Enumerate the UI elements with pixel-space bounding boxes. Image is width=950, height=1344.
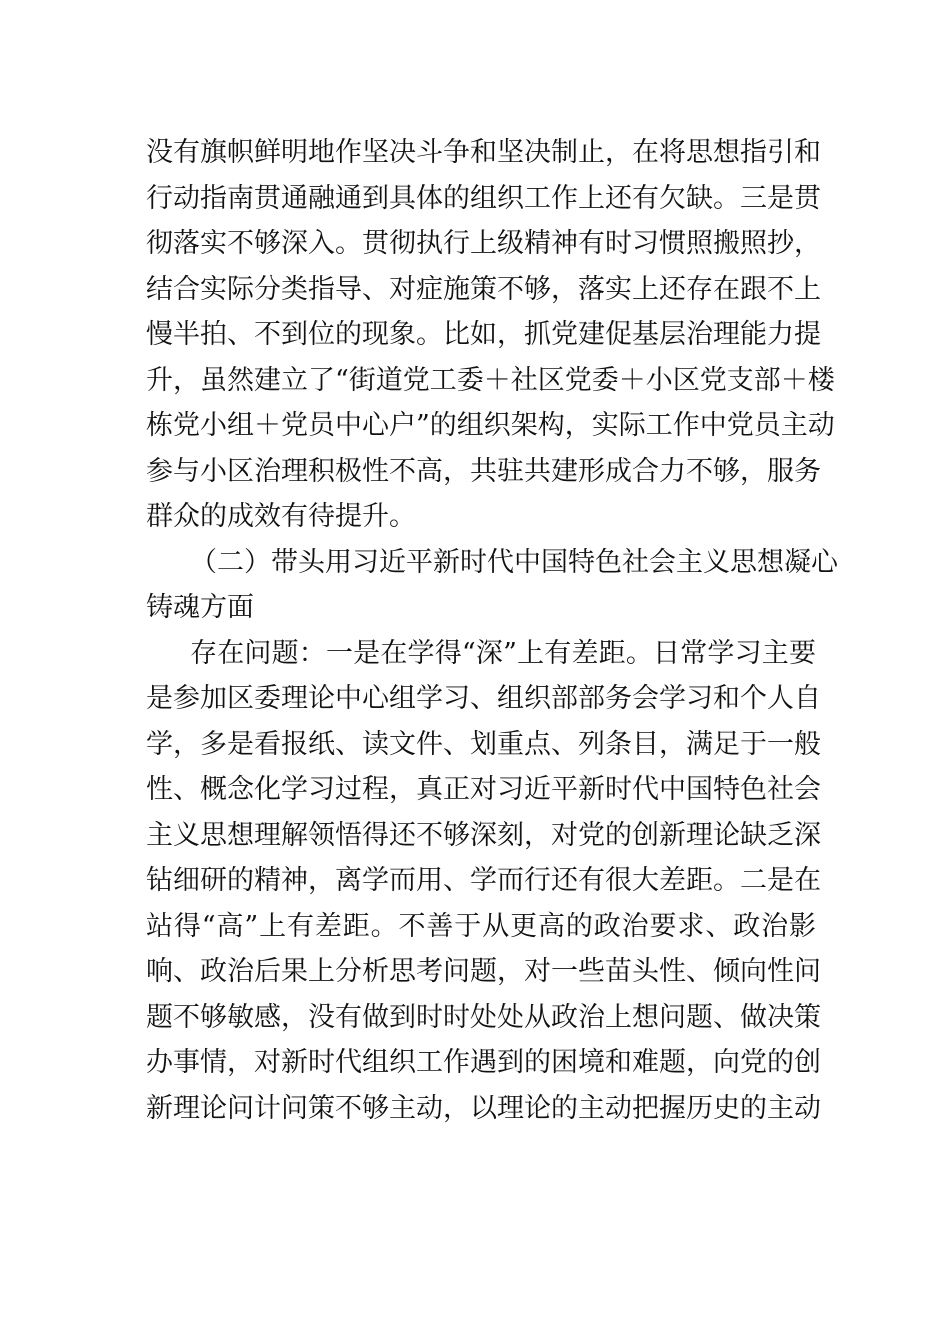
document-body xyxy=(146,130,838,1131)
text-line: 结合实际分类指导、对症施策不够，落实上还存在跟不上 xyxy=(146,273,821,305)
heading-line: （二）带头用习近平新时代中国特色社会主义思想凝心 xyxy=(190,546,838,578)
text-line: 办事情，对新时代组织工作遇到的困境和难题，向党的创 xyxy=(146,1047,821,1078)
text-line: 行动指南贯通融通到具体的组织工作上还有欠缺。三是贯 xyxy=(146,182,821,214)
text-line: 彻落实不够深入。贯彻执行上级精神有时习惯照搬照抄， xyxy=(146,228,821,259)
text-line: 没有旗帜鲜明地作坚决斗争和坚决制止，在将思想指引和 xyxy=(146,137,821,168)
text-line: 参与小区治理积极性不高，共驻共建形成合力不够，服务 xyxy=(146,455,821,487)
text-line: 存在问题：一是在学得“深”上有差距。日常学习主要 xyxy=(190,637,816,669)
text-line: 钻细研的精神，离学而用、学而行还有很大差距。二是在 xyxy=(146,865,821,896)
text-line: 栋党小组＋党员中心户”的组织架构，实际工作中党员主动 xyxy=(146,410,835,441)
paragraph-continued xyxy=(146,130,835,540)
text-line: 群众的成效有待提升。 xyxy=(146,501,416,532)
text-line: 是参加区委理论中心组学习、组织部部务会学习和个人自 xyxy=(146,683,821,714)
text-line: 站得“高”上有差距。不善于从更高的政治要求、政治影 xyxy=(146,910,816,942)
text-line: 新理论问计问策不够主动，以理论的主动把握历史的主动 xyxy=(146,1092,821,1124)
text-line: 慢半拍、不到位的现象。比如，抓党建促基层治理能力提 xyxy=(146,319,821,350)
paragraph-problems xyxy=(146,631,821,1132)
text-line: 主义思想理解领悟得还不够深刻，对党的创新理论缺乏深 xyxy=(146,819,821,851)
text-line: 响、政治后果上分析思考问题，对一些苗头性、倾向性问 xyxy=(146,956,821,987)
heading-line: 铸魂方面 xyxy=(146,592,254,623)
section-heading xyxy=(146,540,838,631)
text-line: 题不够敏感，没有做到时时处处从政治上想问题、做决策 xyxy=(146,1001,821,1033)
text-line: 升，虽然建立了“街道党工委＋社区党委＋小区党支部＋楼 xyxy=(146,364,835,396)
text-line: 性、概念化学习过程，真正对习近平新时代中国特色社会 xyxy=(146,774,821,805)
text-line: 学，多是看报纸、读文件、划重点、列条目，满足于一般 xyxy=(146,728,821,760)
